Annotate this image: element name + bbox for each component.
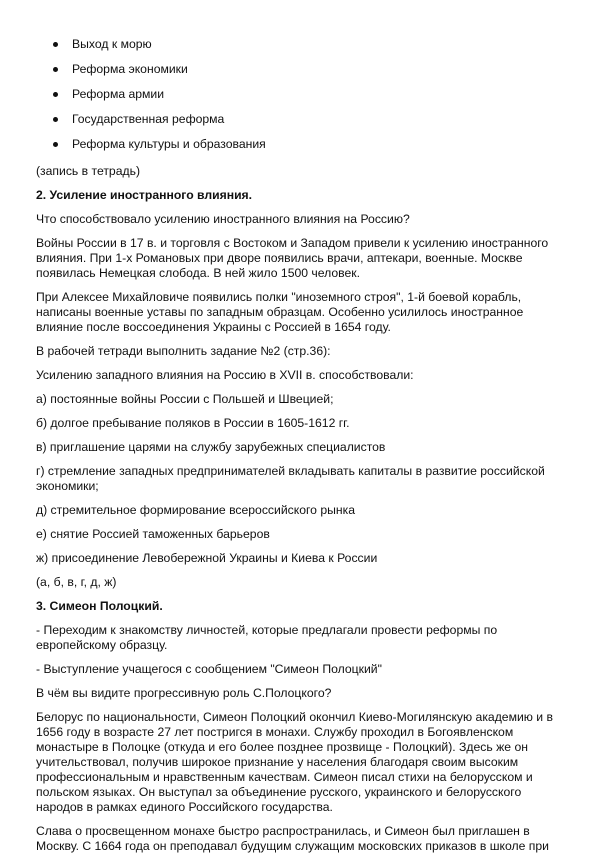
list-item [36, 112, 565, 127]
list-item [36, 137, 565, 152]
section-heading: 3. Симеон Полоцкий. [36, 599, 163, 613]
document-content [36, 37, 565, 854]
list-item-text: Государственная реформа [72, 112, 225, 126]
answer-option: г) стремление западных предпринимателей вкладывать капиталы в развитие российской экономики; [36, 464, 545, 493]
bullet-icon [53, 92, 58, 97]
list-item [36, 87, 565, 102]
answer-option: д) стремительное формирование всероссийского рынка [36, 503, 355, 517]
answer-option: б) долгое пребывание поляков в России в 1605-1612 гг. [36, 416, 350, 430]
answer-option: в) приглашение царями на службу зарубежных специалистов [36, 440, 386, 454]
answer-option: а) постоянные войны России с Польшей и Швецией; [36, 392, 334, 406]
bullet-icon [53, 142, 58, 147]
question-text: В чём вы видите прогрессивную роль С.Полоцкого? [36, 686, 332, 700]
paragraph: Белорус по национальности, Симеон Полоцкий окончил Киево-Могилянскую академию и в 1656 году в возрасте 27 лет постригся в монахи. Службу проходил в Богоявленском монастыре в Полоцке (откуда и его более позднее прозвище - Полоцкий). Здесь же он учительствовал, получив широкое признание у населения благодаря своим высоким профессиональным и нравственным качествам. Симеон писал стихи на белорусском и польском языках. Он выступал за объединение русского, украинского и белорусского народов в рамках единого Российского государства. [36, 710, 553, 814]
list-item-text: Реформа армии [72, 87, 165, 101]
answer-option: ж) присоединение Левобережной Украины и Киева к России [36, 551, 378, 565]
paragraph: - Переходим к знакомству личностей, которые предлагали провести реформы по европейскому образцу. [36, 623, 498, 652]
bullet-icon [53, 42, 58, 47]
answer-key: (а, б, в, г, д, ж) [36, 575, 117, 589]
paragraph: - Выступление учащегося с сообщением "Симеон Полоцкий" [36, 662, 382, 676]
list-item-text: Реформа культуры и образования [72, 137, 266, 151]
task-text: В рабочей тетради выполнить задание №2 (стр.36): [36, 344, 331, 358]
section-heading: 2. Усиление иностранного влияния. [36, 188, 253, 202]
list-item-text: Реформа экономики [72, 62, 188, 76]
notebook-note: (запись в тетрадь) [36, 164, 140, 178]
paragraph: При Алексее Михайловиче появились полки "иноземного строя", 1-й боевой корабль, написаны военные уставы по западным образцам. Особенно усилилось иностранное влияние после воссоединения Украины с Россией в 1654 году. [36, 290, 524, 334]
list-item-text: Выход к морю [72, 37, 152, 51]
bullet-icon [53, 67, 58, 72]
list-item [36, 37, 565, 52]
bullet-icon [53, 117, 58, 122]
paragraph: Слава о просвещенном монахе быстро распространилась, и Симеон был приглашен в Москву. С 1664 года он преподавал будущим служащим московских приказов в школе при [36, 824, 549, 853]
list-item [36, 62, 565, 77]
answer-option: е) снятие Россией таможенных барьеров [36, 527, 270, 541]
task-intro: Усилению западного влияния на Россию в XVII в. способствовали: [36, 368, 414, 382]
question-text: Что способствовало усилению иностранного влияния на Россию? [36, 212, 410, 226]
paragraph: Войны России в 17 в. и торговля с Востоком и Западом привели к усилению иностранного влияния. При 1-х Романовых при дворе появились врачи, аптекари, военные. Москве появилась Немецкая слобода. В ней жило 1500 человек. [36, 236, 549, 280]
reform-list [36, 37, 565, 152]
